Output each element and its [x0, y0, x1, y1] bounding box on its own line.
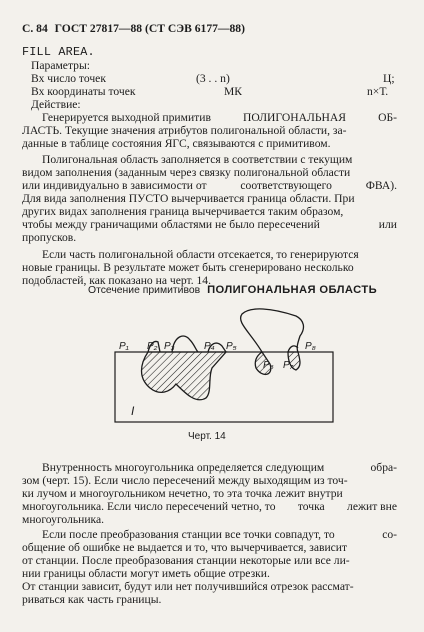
text-line: ЛАСТЬ. Текущие значения атрибутов полигональной области, за-	[22, 124, 347, 137]
text-run: ФВА).	[365, 179, 397, 192]
text-run: или индивидуально в зависимости от	[22, 179, 207, 192]
region-label: I	[131, 404, 135, 418]
figure-title-main: ПОЛИГОНАЛЬНАЯ ОБЛАСТЬ	[207, 284, 378, 296]
polygon-inside-hatched-1	[142, 352, 227, 400]
text-line: Если часть полигональной области отсекается, то генерируются	[42, 248, 359, 261]
text-line: подобластей, как показано на черт. 14.	[22, 274, 211, 287]
text-line: риваться как часть границы.	[22, 593, 162, 606]
text-run: точка	[297, 500, 325, 513]
text-run: лежит вне	[347, 500, 397, 513]
params-label: Параметры:	[31, 59, 90, 72]
point-label-p3: P₃	[164, 341, 175, 352]
param-2-type: n×Т.	[367, 85, 389, 98]
text-line: других видах заполнения граница вычерчивается таким образом,	[22, 205, 344, 218]
text-run: многоугольника. Если число пересечений четно, то	[22, 500, 276, 513]
text-run: Если после преобразования станции все точки совпадут, то	[42, 528, 335, 541]
text-line: От станции зависит, будут или нет получившийся отрезок рассмат-	[22, 580, 354, 593]
param-1-range: (3 . . n)	[196, 72, 230, 85]
text-line: Для вида заполнения ПУСТО вычерчивается граница области. При	[22, 192, 355, 205]
param-2-label: Вх координаты точек	[31, 85, 136, 98]
page-header	[22, 22, 245, 35]
param-1-label: Вх число точек	[31, 72, 106, 85]
standard-code: ГОСТ 27817—88 (СТ СЭВ 6177—88)	[54, 22, 245, 35]
point-label-p6: P₆	[263, 360, 274, 371]
text-run: со-	[382, 528, 397, 541]
text-line: ки лучом и многоугольником нечетно, то эта точка лежит внутри	[22, 487, 343, 500]
text-run: Внутренность многоугольника определяется следующим	[42, 461, 325, 474]
function-name: FILL AREA.	[22, 45, 95, 59]
text-run: обра-	[370, 461, 397, 474]
point-label-p7: P₇	[283, 360, 294, 371]
param-1-type: Ц;	[383, 72, 395, 85]
figure-caption: Черт. 14	[188, 431, 226, 442]
text-line: от станции. После преобразования станции некоторые или все ли-	[22, 554, 350, 567]
figure-14	[0, 292, 424, 432]
text-run: или	[378, 218, 397, 231]
page-number: С. 84	[22, 22, 48, 35]
text-run: соответствующего	[240, 179, 332, 192]
point-label-p1: P₁	[119, 341, 129, 352]
text-run: чтобы между граничащими областями не было пересечений	[22, 218, 320, 231]
text-run: Генерируется выходной примитив	[42, 111, 211, 124]
text-line: видом заполнения (заданным через связку полигональной области	[22, 166, 351, 179]
point-label-p5: P₅	[226, 341, 237, 352]
text-line: Полигональная область заполняется в соответствии с текущим	[42, 153, 353, 166]
text-run: ОБ-	[378, 111, 397, 124]
text-line: пропусков.	[22, 231, 77, 244]
point-label-p2: P₂	[147, 341, 158, 352]
point-label-p4: P₄	[204, 341, 215, 352]
text-line: новые границы. В результате может быть сгенерировано несколько	[22, 261, 354, 274]
text-line: зом (черт. 15). Если число пересечений между выходящим из точ-	[22, 474, 348, 487]
text-line: многоугольника.	[22, 513, 105, 526]
point-label-p8: P₈	[305, 341, 316, 352]
text-line: данные в таблице состояния ЯГС, связываются с примитивом.	[22, 137, 331, 150]
param-2-range: МК	[224, 85, 243, 98]
text-line: общение об ошибке не выдается и то, что вычерчивается, зависит	[22, 541, 348, 554]
text-run: ПОЛИГОНАЛЬНАЯ	[243, 111, 346, 124]
text-line: нии границы области могут иметь общие отрезки.	[22, 567, 270, 580]
action-label: Действие:	[31, 98, 81, 111]
figure-title-prefix: Отсечение примитивов	[88, 285, 201, 296]
